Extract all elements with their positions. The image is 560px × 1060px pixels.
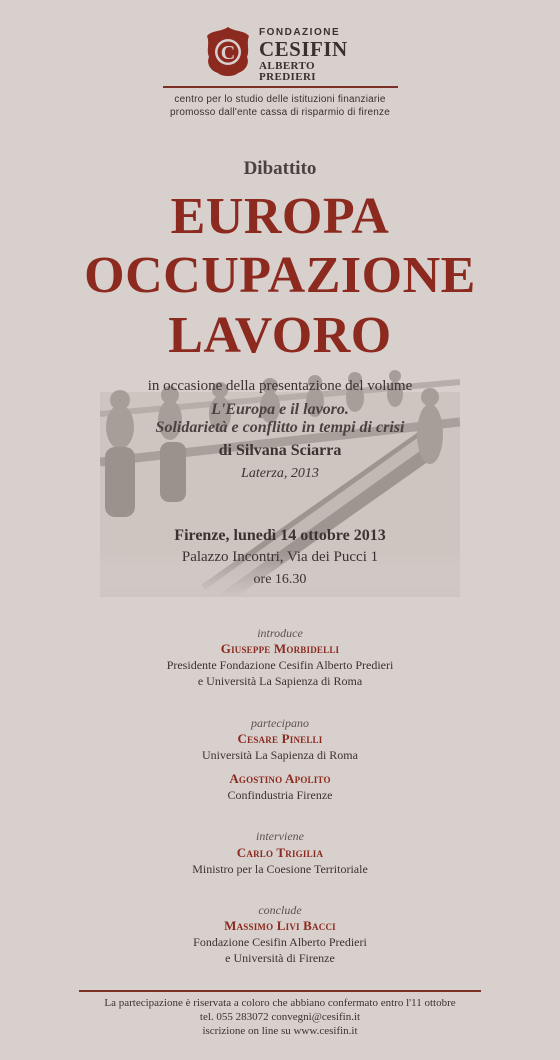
cesifin-emblem-icon [205,26,251,78]
speaker-affiliation: Ministro per la Coesione Territoriale [192,862,368,876]
speaker-affiliation: Università La Sapienza di Roma [202,748,358,762]
speaker-name: Carlo Trigilia [236,845,324,860]
speaker-affiliation: e Università La Sapienza di Roma [197,674,363,688]
event-time: ore 16.30 [253,572,307,587]
speaker-affiliation: Presidente Fondazione Cesifin Alberto Predieri [166,658,394,672]
title-line-2: OCCUPAZIONE [84,247,476,304]
book-title-line-1: L'Europa e il lavoro. [211,401,349,418]
book-publisher: Laterza, 2013 [241,466,319,481]
tagline-1: centro per lo studio delle istituzioni finanziarie [174,94,386,105]
speaker-name: Massimo Livi Bacci [224,918,336,933]
footer-divider [79,990,481,992]
footer-website: iscrizione on line su www.cesifin.it [202,1025,358,1037]
header-divider [163,86,398,88]
speaker-name: Cesare Pinelli [237,731,323,746]
speaker-affiliation: Fondazione Cesifin Alberto Predieri [193,935,367,949]
logo-letter: C [220,42,236,64]
role-interviene: interviene [256,829,304,843]
book-title-line-2: Solidarietà e conflitto in tempi di crisi [155,419,405,436]
role-introduce: introduce [257,626,303,640]
tagline-2: promosso dall'ente cassa di risparmio di firenze [170,107,390,118]
speaker-affiliation: e Università di Firenze [225,951,335,965]
logo-line-cesifin: CESIFIN [259,37,348,61]
title-line-3: LAVORO [168,307,392,364]
speaker-affiliation: Confindustria Firenze [227,788,333,802]
logo-line-fondazione: FONDAZIONE [259,27,341,38]
logo-wordmark [259,28,365,83]
event-type: Dibattito [243,158,317,179]
role-partecipano: partecipano [251,716,309,730]
logo-line-predieri: ALBERTO PREDIERI [259,60,316,83]
footer-contact: tel. 055 283072 convegni@cesifin.it [199,1011,361,1023]
book-author: di Silvana Sciarra [218,442,342,459]
event-date: Firenze, lunedì 14 ottobre 2013 [174,527,386,544]
title-line-1: EUROPA [170,188,390,245]
cesifin-logo [205,26,365,83]
speaker-name: Agostino Apolito [229,771,331,786]
event-venue: Palazzo Incontri, Via dei Pucci 1 [181,549,379,565]
role-conclude: conclude [258,903,302,917]
occasion-text: in occasione della presentazione del volume [147,378,413,394]
footer-registration-note: La partecipazione è riservata a coloro che abbiano confermato entro l'11 ottobre [104,997,456,1009]
speaker-name: Giuseppe Morbidelli [220,641,340,656]
